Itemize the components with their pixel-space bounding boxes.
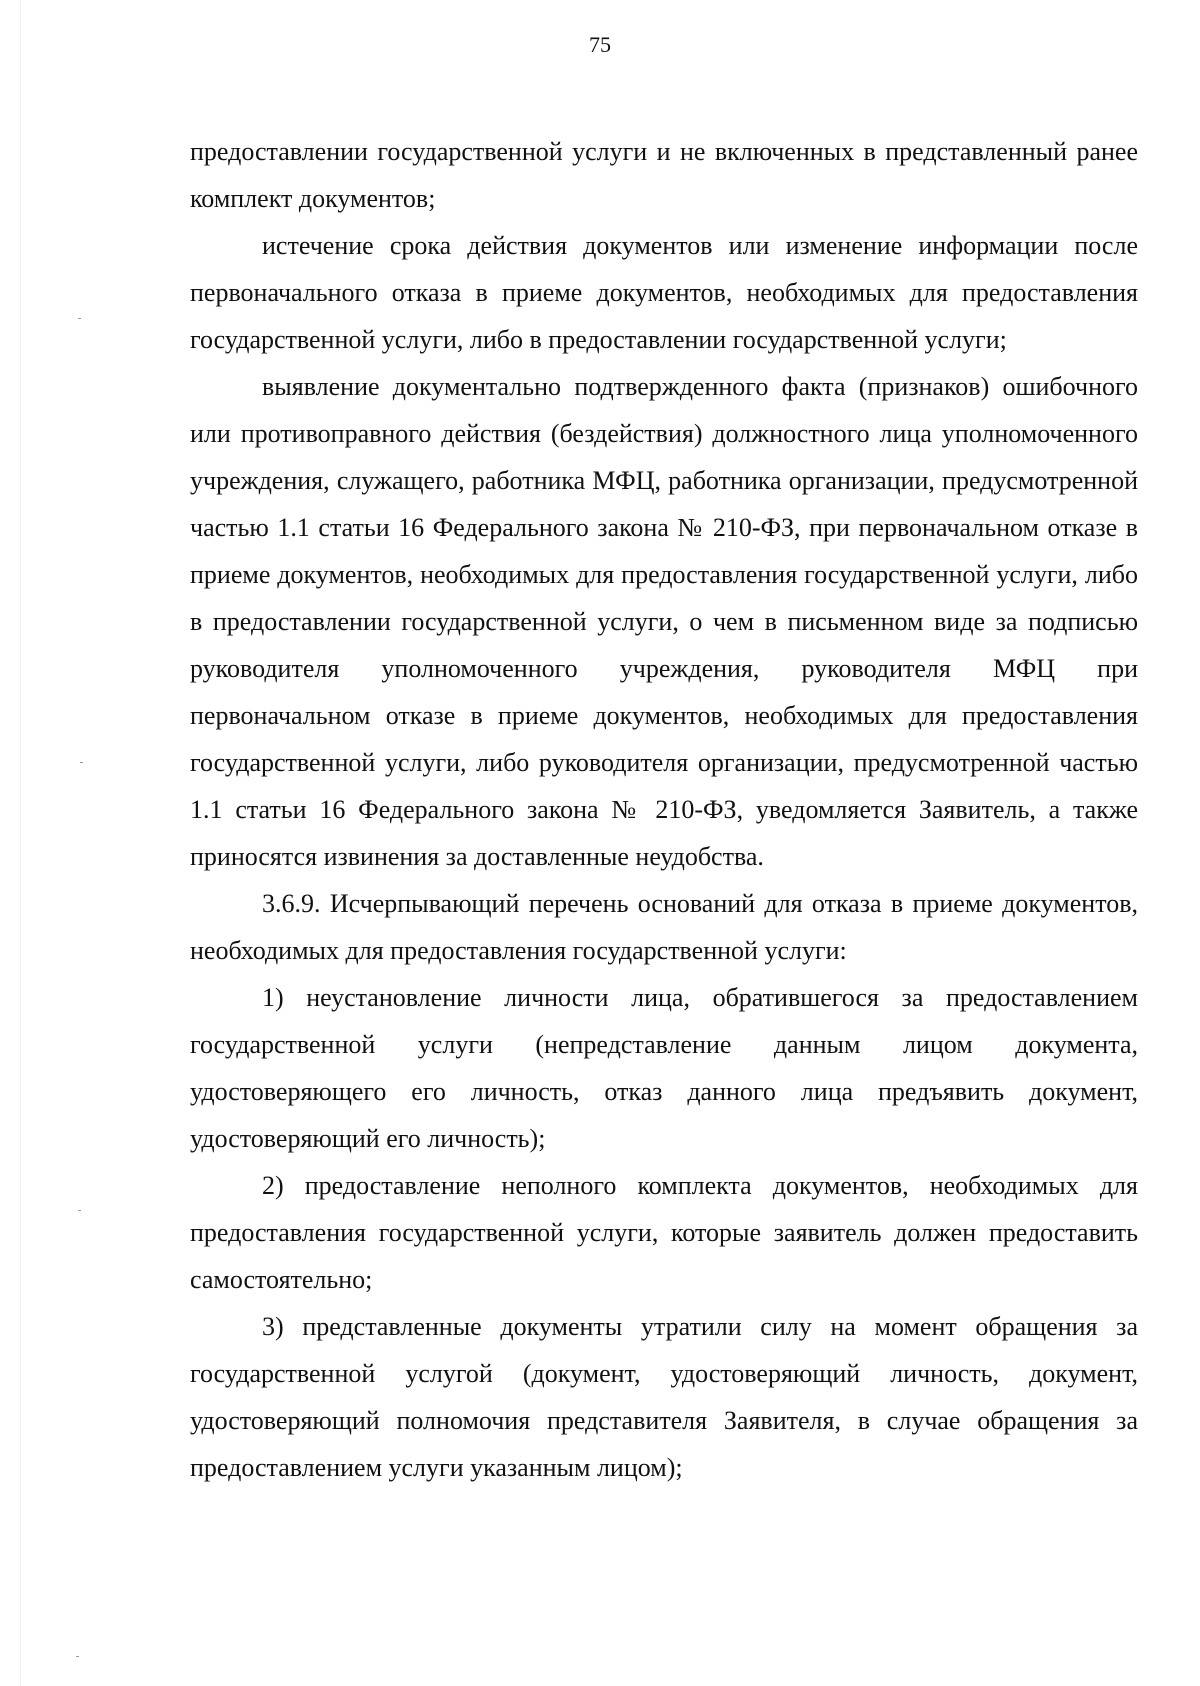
scan-speck: [80, 762, 83, 763]
scan-speck: [76, 1656, 79, 1657]
paragraph-document-expiry: истечение срока действия документов или изменение информации после первоначального отказа в приеме документов, необходимых для предоставления государственной услуги, либо в предоставлении государственной услуги;: [190, 231, 1138, 354]
list-item-3: 3) представленные документы утратили силу на момент обращения за государственной услугой (документ, удостоверяющий личность, документ, удостоверяющий полномочия представителя Заявителя, в случае обращения за предоставлением услуги указанным лицом);: [190, 1312, 1138, 1482]
scan-speck: [78, 1210, 81, 1211]
scan-speck: [78, 318, 81, 319]
paragraph-continuation: предоставлении государственной услуги и не включенных в представленный ранее комплект документов;: [190, 137, 1138, 213]
paragraph-error-detection: выявление документально подтвержденного факта (признаков) ошибочного или противоправного действия (бездействия) должностного лица уполномоченного учреждения, служащего, работника МФЦ, работника организации, предусмотренной частью 1.1 статьи 16 Федерального закона № 210-ФЗ, при первоначальном отказе в приеме документов, необходимых для предоставления государственной услуги, либо в предоставлении государственной услуги, о чем в письменном виде за подписью руководителя уполномоченного учреждения, руководителя МФЦ при первоначальном отказе в приеме документов, необходимых для предоставления государственной услуги, либо руководителя организации, предусмотренной частью 1.1 статьи 16 Федерального закона № 210-ФЗ, уведомляется Заявитель, а также приносятся извинения за доставленные неудобства.: [190, 372, 1138, 871]
document-body: [190, 128, 1138, 1491]
scan-edge: [20, 0, 21, 1686]
list-item-1: 1) неустановление личности лица, обратившегося за предоставлением государственной услуги (непредставление данным лицом документа, удостоверяющего его личность, отказ данного лица предъявить документ, удостоверяющий его личность);: [190, 983, 1138, 1153]
page-number: 75: [589, 32, 611, 57]
paragraph-section-3-6-9: 3.6.9. Исчерпывающий перечень оснований для отказа в приеме документов, необходимых для предоставления государственной услуги:: [190, 889, 1138, 965]
list-item-2: 2) предоставление неполного комплекта документов, необходимых для предоставления государственной услуги, которые заявитель должен предоставить самостоятельно;: [190, 1171, 1138, 1294]
